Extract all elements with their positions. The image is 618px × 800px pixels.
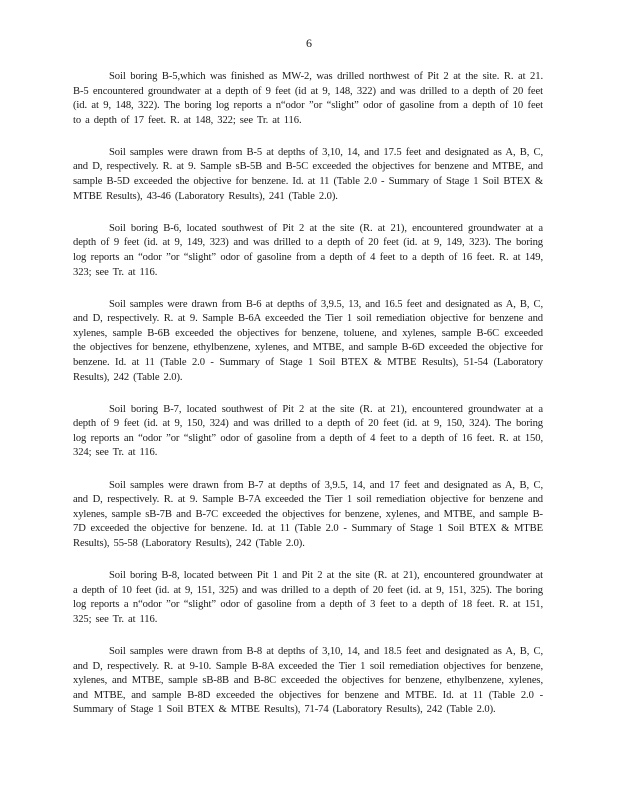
paragraph-samples-b7: Soil samples were drawn from B-7 at depths of 3,9.5, 14, and 17 feet and designated as A, B, C, and D, respectively. R. at 9. Sample B-7A exceeded the Tier 1 soil remediation objective for benzene and xylenes, sample sB-7B and B-7C exceeded the objectives for benzene, xylenes, and MTBE, and sample B-7D exceeded the objective for benzene. Id. at 11 (Table 2.0 - Summary of Stage 1 Soil BTEX & MTBE Results), 55-58 (Laboratory Results), 242 (Table 2.0). bbox=[73, 479, 543, 549]
document-body bbox=[73, 70, 543, 735]
paragraph-samples-b8: Soil samples were drawn from B-8 at depths of 3,10, 14, and 18.5 feet and designated as A, B, C, and D, respectively. R. at 9-10. Sample B-8A exceeded the Tier 1 soil remediation objectives for benzene, xylenes, and MTBE, sample sB-8B and B-8C exceeded the objectives for benzene, ethylbenzene, xylenes, and MTBE, and sample B-8D exceeded the objectives for benzene and MTBE. Id. at 11 (Table 2.0 - Summary of Stage 1 Soil BTEX & MTBE Results), 71-74 (Laboratory Results), 242 (Table 2.0). bbox=[73, 645, 543, 716]
paragraph-samples-b5: Soil samples were drawn from B-5 at depths of 3,10, 14, and 17.5 feet and designated as A, B, C, and D, respectively. R. at 9. Sample sB-5B and B-5C exceeded the objectives for benzene and MTBE, and sample B-5D exceeded the objective for benzene. Id. at 11 (Table 2.0 - Summary of Stage 1 Soil BTEX & MTBE Results), 43-46 (Laboratory Results), 241 (Table 2.0). bbox=[73, 146, 543, 202]
paragraph-boring-b7: Soil boring B-7, located southwest of Pit 2 at the site (R. at 21), encountered groundwater at a depth of 9 feet (id. at 9, 150, 324) and was drilled to a depth of 20 feet (id. at 9, 150, 324). The boring log reports an “odor ”or “slight” odor of gasoline from a depth of 4 feet to a depth of 16 feet. R. at 150, 324; see Tr. at 116. bbox=[73, 403, 543, 459]
paragraph-boring-b6: Soil boring B-6, located southwest of Pit 2 at the site (R. at 21), encountered groundwater at a depth of 9 feet (id. at 9, 149, 323) and was drilled to a depth of 20 feet (id. at 9, 149, 323). The boring log reports an “odor ”or “slight” odor of gasoline from a depth of 4 feet to a depth of 16 feet. R. at 149, 323; see Tr. at 116. bbox=[73, 222, 543, 278]
paragraph-boring-b8: Soil boring B-8, located between Pit 1 and Pit 2 at the site (R. at 21), encountered groundwater at a depth of 10 feet (id. at 9, 151, 325) and was drilled to a depth of 20 feet (id. at 9, 151, 325). The boring log reports a n“odor ”or “slight” odor of gasoline from a depth of 3 feet to a depth of 18 feet. R. at 151, 325; see Tr. at 116. bbox=[73, 570, 543, 625]
paragraph-samples-b6: Soil samples were drawn from B-6 at depths of 3,9.5, 13, and 16.5 feet and designated as A, B, C, and D, respectively. R. at 9. Sample B-6A exceeded the Tier 1 soil remediation objective for benzene and xylenes, sample B-6B exceeded the objectives for benzene, toluene, and xylenes, sample B-6C exceeded the objectives for benzene, ethylbenzene, xylenes, and MTBE, and sample B-6D exceeded the objective for benzene. Id. at 11 (Table 2.0 - Summary of Stage 1 Soil BTEX & MTBE Results), 51-54 (Laboratory Results), 242 (Table 2.0). bbox=[73, 298, 543, 383]
page-number: 6 bbox=[306, 36, 312, 50]
paragraph-boring-b5: Soil boring B-5,which was finished as MW-2, was drilled northwest of Pit 2 at the site. R. at 21. B-5 encountered groundwater at a depth of 9 feet (id at 9, 148, 322) and was drilled to a depth of 20 feet (id. at 9, 148, 322). The boring log reports a n“odor ”or “slight” odor of gasoline from a depth of 10 feet to a depth of 17 feet. R. at 148, 322; see Tr. at 116. bbox=[73, 71, 543, 126]
